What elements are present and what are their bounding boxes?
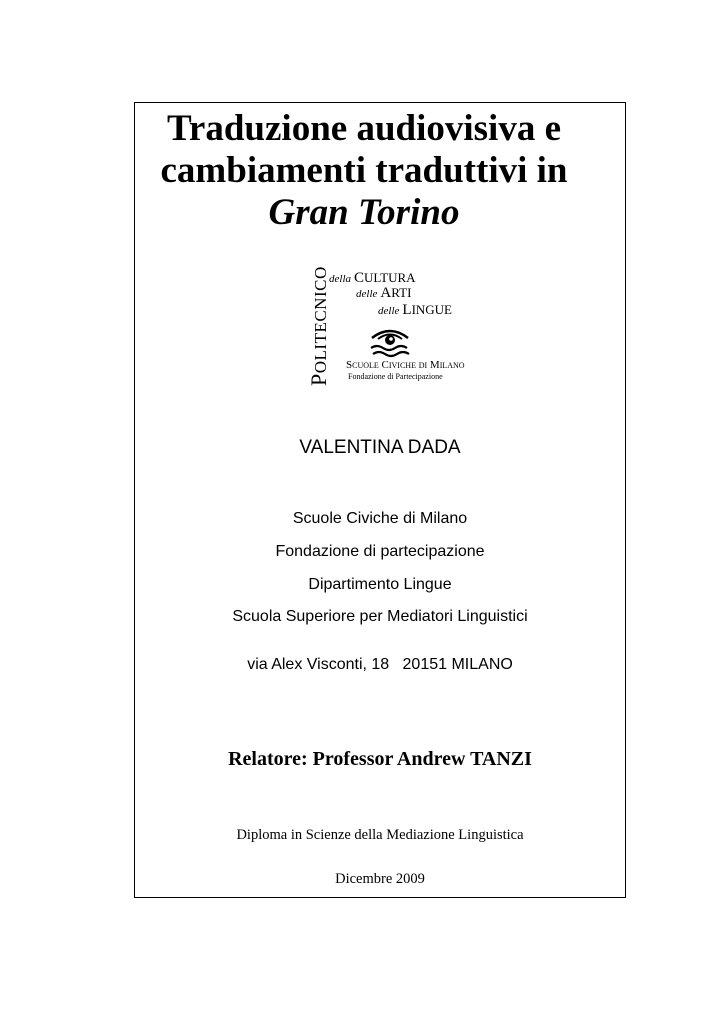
- institution-line-4: Scuola Superiore per Mediatori Linguistici: [232, 608, 528, 625]
- title-line-2: cambiamenti traduttivi in: [160, 150, 568, 191]
- logo-politecnico-text: POLITECNICO: [306, 266, 331, 386]
- institution-address: via Alex Visconti, 18 20151 MILANO: [247, 656, 513, 673]
- logo-foundation: Fondazione di Partecipazione: [348, 372, 443, 381]
- logo-arti-text: delle ARTI: [356, 285, 412, 301]
- author-name: VALENTINA DADA: [299, 437, 461, 458]
- institution-line-2: Fondazione di partecipazione: [275, 543, 485, 560]
- eye-wave-icon: [368, 324, 412, 360]
- diploma: Diploma in Scienze della Mediazione Linguistica: [236, 827, 524, 843]
- advisor: Relatore: Professor Andrew TANZI: [228, 748, 532, 770]
- logo-cultura-text: della CULTURA: [329, 270, 416, 286]
- thesis-title: [0, 108, 728, 234]
- logo-lingue-text: delle LINGUE: [378, 302, 452, 318]
- title-line-1: Traduzione audiovisiva e: [166, 108, 562, 149]
- title-line-3: Gran Torino: [268, 192, 460, 233]
- institution-line-1: Scuole Civiche di Milano: [292, 510, 468, 527]
- date: Dicembre 2009: [335, 871, 425, 887]
- logo-subtitle: Scuole Civiche di Milano: [346, 359, 465, 371]
- institution-logo: [300, 262, 465, 392]
- institution-line-3: Dipartimento Lingue: [308, 576, 452, 593]
